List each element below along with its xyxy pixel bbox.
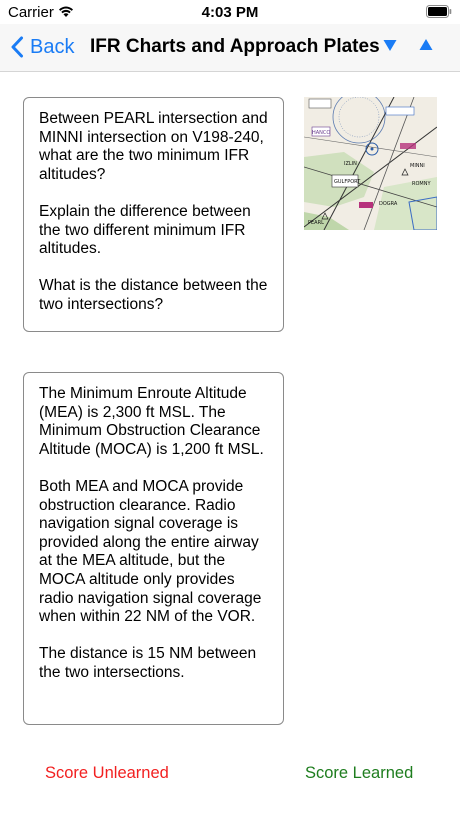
score-learned-button[interactable]: Score Learned xyxy=(305,764,414,782)
chart-label: GULFPORT xyxy=(334,179,361,185)
navigation-bar xyxy=(0,24,460,72)
question-card xyxy=(23,97,284,332)
page-title: IFR Charts and Approach Plates xyxy=(90,36,380,57)
back-button[interactable] xyxy=(10,32,74,62)
triangle-down-icon[interactable] xyxy=(382,37,398,53)
chart-label: IZLIN xyxy=(344,161,357,167)
chart-label: MINNI xyxy=(410,163,425,169)
answer-text: The distance is 15 NM between the two intersections. xyxy=(39,645,257,681)
status-time: 4:03 PM xyxy=(201,4,259,21)
answer-text: The Minimum Enroute Altitude (MEA) is 2,300 ft MSL. The Minimum Obstruction Clearance Altitude (MOCA) is 1,200 ft MSL. xyxy=(39,385,264,458)
question-text: Explain the difference between the two different minimum IFR altitudes. xyxy=(39,202,251,258)
chart-label: ROMNY xyxy=(412,181,431,187)
battery-icon xyxy=(426,5,452,18)
answer-card xyxy=(23,372,284,725)
question-text: Between PEARL intersection and MINNI intersection on V198-240, what are the two minimum IFR altitudes? xyxy=(39,110,268,183)
chevron-left-icon xyxy=(10,36,24,58)
triangle-up-icon[interactable] xyxy=(418,37,434,53)
score-unlearned-button[interactable]: Score Unlearned xyxy=(45,764,169,782)
status-bar xyxy=(0,0,460,24)
enroute-chart-graphic xyxy=(304,97,437,230)
enroute-chart-image[interactable] xyxy=(304,97,437,230)
carrier-label: Carrier xyxy=(8,4,54,21)
chart-label: DOGRA xyxy=(379,201,398,207)
back-button-label: Back xyxy=(30,35,75,58)
chart-label: PEARL xyxy=(308,220,324,226)
answer-text: Both MEA and MOCA provide obstruction clearance. Radio navigation signal coverage is provided along the entire airway at the MEA altitude, but the MOCA altitude only provides radio navigation signal coverage when within 22 NM of the VOR. xyxy=(39,477,262,626)
question-text: What is the distance between the two intersections? xyxy=(39,277,268,313)
chart-label: HANCO xyxy=(312,130,331,136)
